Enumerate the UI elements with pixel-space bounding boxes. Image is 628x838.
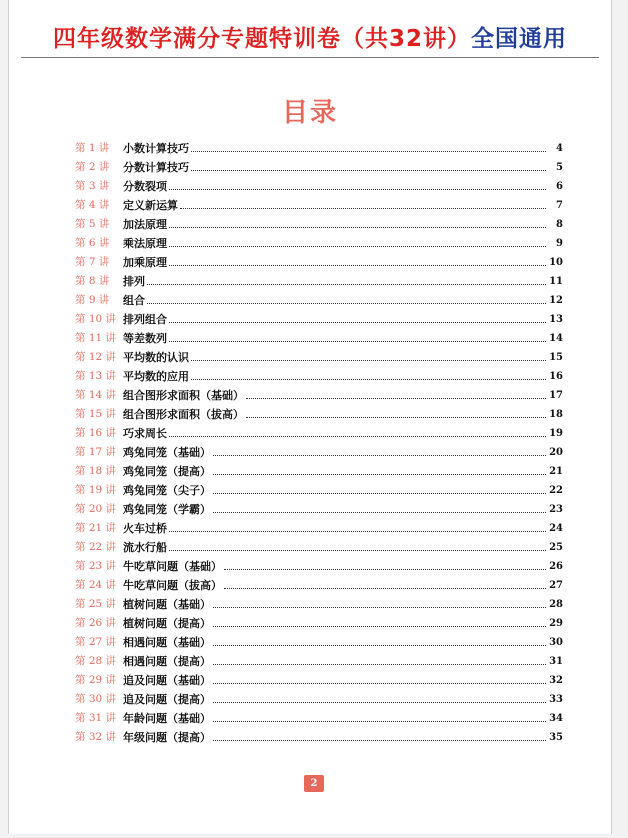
toc-leader-dots	[169, 322, 546, 323]
toc-topic: 巧求周长	[123, 427, 167, 440]
toc-page-number: 29	[549, 618, 563, 629]
toc-leader-dots	[147, 284, 546, 285]
toc-page-number: 28	[549, 599, 563, 610]
toc-entry[interactable]	[75, 288, 563, 307]
toc-entry[interactable]	[75, 136, 563, 155]
toc-entry[interactable]	[75, 478, 563, 497]
toc-page-number: 19	[549, 428, 563, 439]
toc-lecture-number: 第 8 讲	[75, 275, 110, 287]
toc-entry[interactable]	[75, 326, 563, 345]
toc-entry[interactable]	[75, 402, 563, 421]
toc-entry[interactable]	[75, 364, 563, 383]
toc-topic: 乘法原理	[123, 237, 167, 250]
toc-topic: 牛吃草问题（拔高）	[123, 579, 222, 592]
toc-lecture-number: 第 5 讲	[75, 218, 110, 230]
toc-leader-dots	[191, 360, 546, 361]
toc-lecture-number: 第 24 讲	[75, 579, 117, 591]
toc-topic: 流水行船	[123, 541, 167, 554]
toc-leader-dots	[213, 645, 546, 646]
toc-page-number: 12	[549, 295, 563, 306]
header-scope: 全国通用	[471, 26, 567, 52]
toc-leader-dots	[169, 550, 546, 551]
toc-entry[interactable]	[75, 383, 563, 402]
toc-entry[interactable]	[75, 706, 563, 725]
toc-leader-dots	[191, 379, 546, 380]
toc-entry[interactable]	[75, 649, 563, 668]
toc-leader-dots	[169, 265, 546, 266]
toc-entry[interactable]	[75, 231, 563, 250]
toc-entry[interactable]	[75, 535, 563, 554]
toc-leader-dots	[169, 227, 546, 228]
toc-lecture-number: 第 12 讲	[75, 351, 117, 363]
toc-leader-dots	[224, 569, 546, 570]
toc-page-number: 21	[549, 466, 563, 477]
toc-page-number: 10	[549, 257, 563, 268]
toc-leader-dots	[213, 683, 546, 684]
toc-page-number: 26	[549, 561, 563, 572]
toc-leader-dots	[191, 151, 546, 152]
toc-lecture-number: 第 20 讲	[75, 503, 117, 515]
toc-page-number: 7	[556, 200, 563, 211]
toc-leader-dots	[147, 303, 546, 304]
toc-page-number: 5	[556, 162, 563, 173]
toc-topic: 相遇问题（提高）	[123, 655, 211, 668]
toc-page-number: 25	[549, 542, 563, 553]
toc-leader-dots	[169, 436, 546, 437]
toc-lecture-number: 第 16 讲	[75, 427, 117, 439]
toc-lecture-number: 第 7 讲	[75, 256, 110, 268]
toc-topic: 平均数的认识	[123, 351, 189, 364]
toc-lecture-number: 第 17 讲	[75, 446, 117, 458]
toc-topic: 年龄问题（基础）	[123, 712, 211, 725]
toc-lecture-number: 第 25 讲	[75, 598, 117, 610]
toc-leader-dots	[169, 531, 546, 532]
toc-lecture-number: 第 29 讲	[75, 674, 117, 686]
toc-page-number: 17	[549, 390, 563, 401]
toc-page-number: 30	[549, 637, 563, 648]
toc-topic: 分数裂项	[123, 180, 167, 193]
toc-topic: 追及问题（提高）	[123, 693, 211, 706]
toc-lecture-number: 第 26 讲	[75, 617, 117, 629]
toc-leader-dots	[191, 170, 546, 171]
toc-topic: 排列	[123, 275, 145, 288]
toc-entry[interactable]	[75, 250, 563, 269]
toc-entry[interactable]	[75, 668, 563, 687]
toc-topic: 加乘原理	[123, 256, 167, 269]
toc-topic: 组合图形求面积（基础）	[123, 389, 244, 402]
toc-leader-dots	[246, 417, 546, 418]
toc-topic: 组合图形求面积（拔高）	[123, 408, 244, 421]
toc-lecture-number: 第 28 讲	[75, 655, 117, 667]
toc-leader-dots	[169, 246, 546, 247]
toc-lecture-number: 第 9 讲	[75, 294, 110, 306]
toc-leader-dots	[213, 664, 546, 665]
toc-leader-dots	[246, 398, 546, 399]
toc-lecture-number: 第 21 讲	[75, 522, 117, 534]
toc-topic: 组合	[123, 294, 145, 307]
toc-leader-dots	[213, 607, 546, 608]
toc-lecture-number: 第 2 讲	[75, 161, 110, 173]
toc-leader-dots	[213, 474, 546, 475]
toc-topic: 植树问题（提高）	[123, 617, 211, 630]
toc-leader-dots	[213, 626, 546, 627]
toc-lecture-number: 第 11 讲	[75, 332, 117, 344]
toc-entry[interactable]	[75, 459, 563, 478]
toc-topic: 加法原理	[123, 218, 167, 231]
toc-page-number: 13	[549, 314, 563, 325]
toc-page-number: 4	[556, 143, 563, 154]
toc-topic: 年级问题（提高）	[123, 731, 211, 744]
toc-entry[interactable]	[75, 516, 563, 535]
toc-entry[interactable]	[75, 630, 563, 649]
toc-topic: 小数计算技巧	[123, 142, 189, 155]
toc-topic: 鸡兔同笼（提高）	[123, 465, 211, 478]
toc-page-number: 24	[549, 523, 563, 534]
toc-leader-dots	[169, 189, 546, 190]
document-page	[8, 0, 612, 834]
toc-page-number: 35	[549, 732, 563, 743]
toc-entry[interactable]	[75, 725, 563, 744]
toc-topic: 等差数列	[123, 332, 167, 345]
toc-entry[interactable]	[75, 687, 563, 706]
toc-entry[interactable]	[75, 592, 563, 611]
toc-entry[interactable]	[75, 269, 563, 288]
toc-page-number: 34	[549, 713, 563, 724]
toc-entry[interactable]	[75, 554, 563, 573]
toc-lecture-number: 第 14 讲	[75, 389, 117, 401]
toc-leader-dots	[213, 493, 546, 494]
toc-lecture-number: 第 19 讲	[75, 484, 117, 496]
toc-topic: 追及问题（基础）	[123, 674, 211, 687]
toc-topic: 植树问题（基础）	[123, 598, 211, 611]
toc-page-number: 14	[549, 333, 563, 344]
toc-leader-dots	[169, 341, 546, 342]
toc-entry[interactable]	[75, 212, 563, 231]
toc-topic: 定义新运算	[123, 199, 178, 212]
page-number-badge: 2	[304, 775, 324, 792]
toc-entry[interactable]	[75, 174, 563, 193]
toc-entry[interactable]	[75, 421, 563, 440]
toc-page-number: 31	[549, 656, 563, 667]
header-divider	[21, 57, 599, 58]
toc-page-number: 16	[549, 371, 563, 382]
header-count: （共32讲）	[340, 26, 471, 52]
toc-lecture-number: 第 13 讲	[75, 370, 117, 382]
toc-topic: 火车过桥	[123, 522, 167, 535]
toc-topic: 鸡兔同笼（尖子）	[123, 484, 211, 497]
toc-leader-dots	[213, 721, 546, 722]
toc-page-number: 8	[556, 219, 563, 230]
toc-lecture-number: 第 31 讲	[75, 712, 117, 724]
header-title: 四年级数学满分专题特训卷	[52, 26, 341, 52]
toc-leader-dots	[224, 588, 546, 589]
table-of-contents	[75, 136, 563, 744]
toc-entry[interactable]	[75, 155, 563, 174]
toc-lecture-number: 第 1 讲	[75, 142, 110, 154]
toc-page-number: 20	[549, 447, 563, 458]
toc-topic: 相遇问题（基础）	[123, 636, 211, 649]
toc-entry[interactable]	[75, 193, 563, 212]
toc-page-number: 32	[549, 675, 563, 686]
toc-lecture-number: 第 4 讲	[75, 199, 110, 211]
toc-page-number: 22	[549, 485, 563, 496]
toc-leader-dots	[213, 740, 546, 741]
toc-topic: 排列组合	[123, 313, 167, 326]
toc-entry[interactable]	[75, 611, 563, 630]
toc-page-number: 15	[549, 352, 563, 363]
toc-entry[interactable]	[75, 307, 563, 326]
toc-topic: 鸡兔同笼（学霸）	[123, 503, 211, 516]
toc-lecture-number: 第 6 讲	[75, 237, 110, 249]
toc-topic: 牛吃草问题（基础）	[123, 560, 222, 573]
toc-topic: 分数计算技巧	[123, 161, 189, 174]
toc-page-number: 23	[549, 504, 563, 515]
toc-lecture-number: 第 10 讲	[75, 313, 117, 325]
toc-lecture-number: 第 22 讲	[75, 541, 117, 553]
toc-page-number: 18	[549, 409, 563, 420]
toc-lecture-number: 第 15 讲	[75, 408, 117, 420]
toc-page-number: 6	[556, 181, 563, 192]
toc-title: 目录	[281, 98, 338, 128]
toc-page-number: 9	[556, 238, 563, 249]
toc-topic: 平均数的应用	[123, 370, 189, 383]
toc-leader-dots	[213, 455, 546, 456]
toc-lecture-number: 第 27 讲	[75, 636, 117, 648]
toc-page-number: 11	[549, 276, 563, 287]
toc-page-number: 33	[549, 694, 563, 705]
toc-leader-dots	[213, 702, 546, 703]
document-header	[9, 20, 611, 53]
toc-lecture-number: 第 3 讲	[75, 180, 110, 192]
toc-entry[interactable]	[75, 497, 563, 516]
toc-entry[interactable]	[75, 345, 563, 364]
toc-entry[interactable]	[75, 573, 563, 592]
toc-page-number: 27	[549, 580, 563, 591]
toc-leader-dots	[213, 512, 546, 513]
toc-topic: 鸡兔同笼（基础）	[123, 446, 211, 459]
toc-entry[interactable]	[75, 440, 563, 459]
toc-leader-dots	[180, 208, 546, 209]
toc-lecture-number: 第 32 讲	[75, 731, 117, 743]
toc-lecture-number: 第 30 讲	[75, 693, 117, 705]
toc-lecture-number: 第 18 讲	[75, 465, 117, 477]
toc-lecture-number: 第 23 讲	[75, 560, 117, 572]
